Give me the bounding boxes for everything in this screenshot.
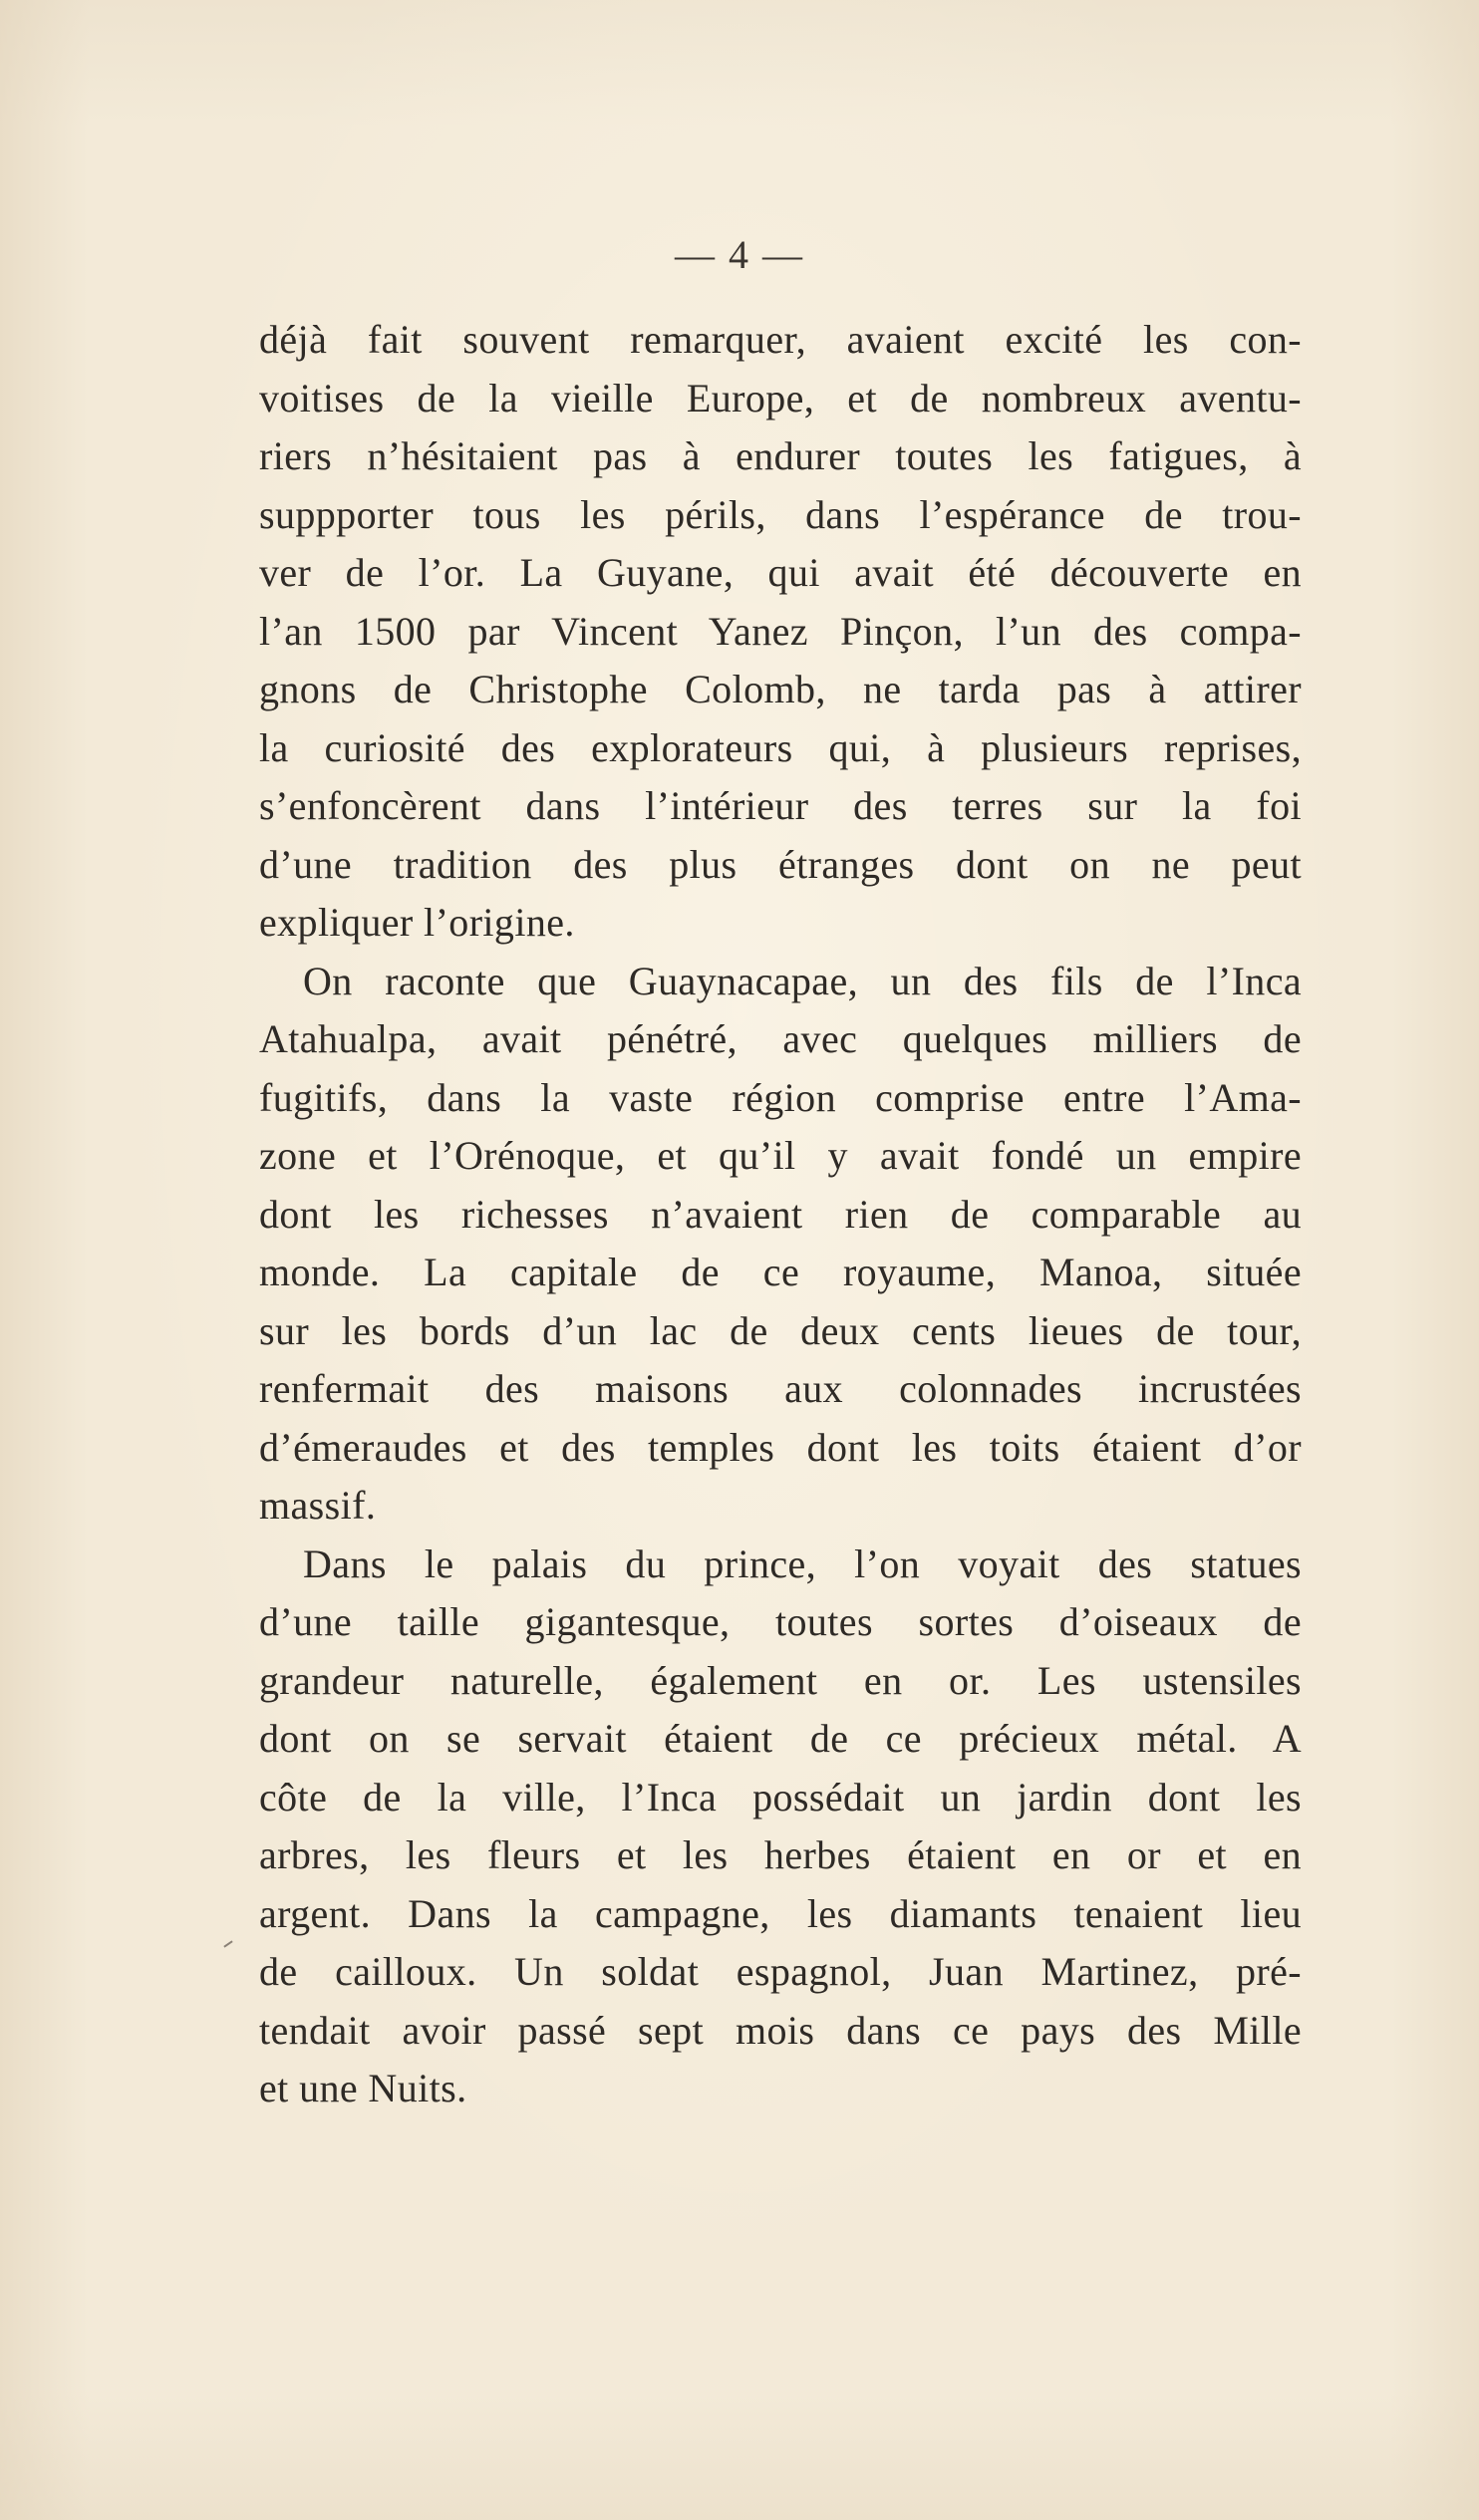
text-line: arbres, les fleurs et les herbes étaient en or et en: [259, 1832, 1302, 1877]
text-line: grandeur naturelle, également en or. Les ustensiles: [259, 1657, 1302, 1703]
text-line: voitises de la vieille Europe, et de nombreux aventu-: [259, 375, 1302, 420]
text-line: zone et l’Orénoque, et qu’il y avait fondé un empire: [259, 1133, 1302, 1178]
text-line: d’une tradition des plus étranges dont on ne peut: [259, 841, 1302, 887]
text-line: la curiosité des explorateurs qui, à plusieurs reprises,: [259, 724, 1302, 770]
text-line: dont les richesses n’avaient rien de comparable au: [259, 1191, 1302, 1237]
text-line: riers n’hésitaient pas à endurer toutes les fatigues, à: [259, 433, 1302, 478]
body-text: [259, 311, 1302, 2118]
text-line: ver de l’or. La Guyane, qui avait été découverte en: [259, 550, 1302, 595]
text-line: gnons de Christophe Colomb, ne tarda pas à attirer: [259, 667, 1302, 711]
text-line: dont on se servait étaient de ce précieux métal. A: [259, 1716, 1302, 1761]
text-line: Atahualpa, avait pénétré, avec quelques milliers de: [259, 1016, 1302, 1061]
text-line: l’an 1500 par Vincent Yanez Pinçon, l’un des compa-: [259, 608, 1302, 654]
page-number: — 4 —: [675, 232, 804, 277]
paragraph-end-line: expliquer l’origine.: [259, 900, 575, 945]
text-line: fugitifs, dans la vaste région comprise entre l’Ama-: [259, 1074, 1302, 1120]
text-line: déjà fait souvent remarquer, avaient excité les con-: [259, 317, 1302, 362]
text-line: renfermait des maisons aux colonnades incrustées: [259, 1366, 1302, 1411]
text-line: d’une taille gigantesque, toutes sortes d’oiseaux de: [259, 1599, 1302, 1644]
paragraph-start-line: Dans le palais du prince, l’on voyait des statues: [303, 1540, 1302, 1586]
text-line: sur les bords d’un lac de deux cents lieues de tour,: [259, 1307, 1302, 1353]
paragraph-end-line: et une Nuits.: [259, 2066, 467, 2110]
text-line: argent. Dans la campagne, les diamants tenaient lieu: [259, 1890, 1302, 1936]
paragraph-end-line: massif.: [259, 1483, 377, 1528]
text-line: suppporter tous les périls, dans l’espérance de trou-: [259, 491, 1302, 537]
text-line: s’enfoncèrent dans l’intérieur des terres sur la foi: [259, 783, 1302, 828]
text-line: d’émeraudes et des temples dont les toits étaient d’or: [259, 1424, 1302, 1470]
text-line: côte de la ville, l’Inca possédait un jardin dont les: [259, 1774, 1302, 1820]
text-line: monde. La capitale de ce royaume, Manoa, située: [259, 1250, 1302, 1294]
text-line: de cailloux. Un soldat espagnol, Juan Martinez, pré-: [259, 1949, 1302, 1994]
paragraph-start-line: On raconte que Guaynacapae, un des fils de l’Inca: [303, 958, 1302, 1003]
ink-speck: [223, 1940, 232, 1947]
text-line: tendait avoir passé sept mois dans ce pays des Mille: [259, 2007, 1302, 2053]
